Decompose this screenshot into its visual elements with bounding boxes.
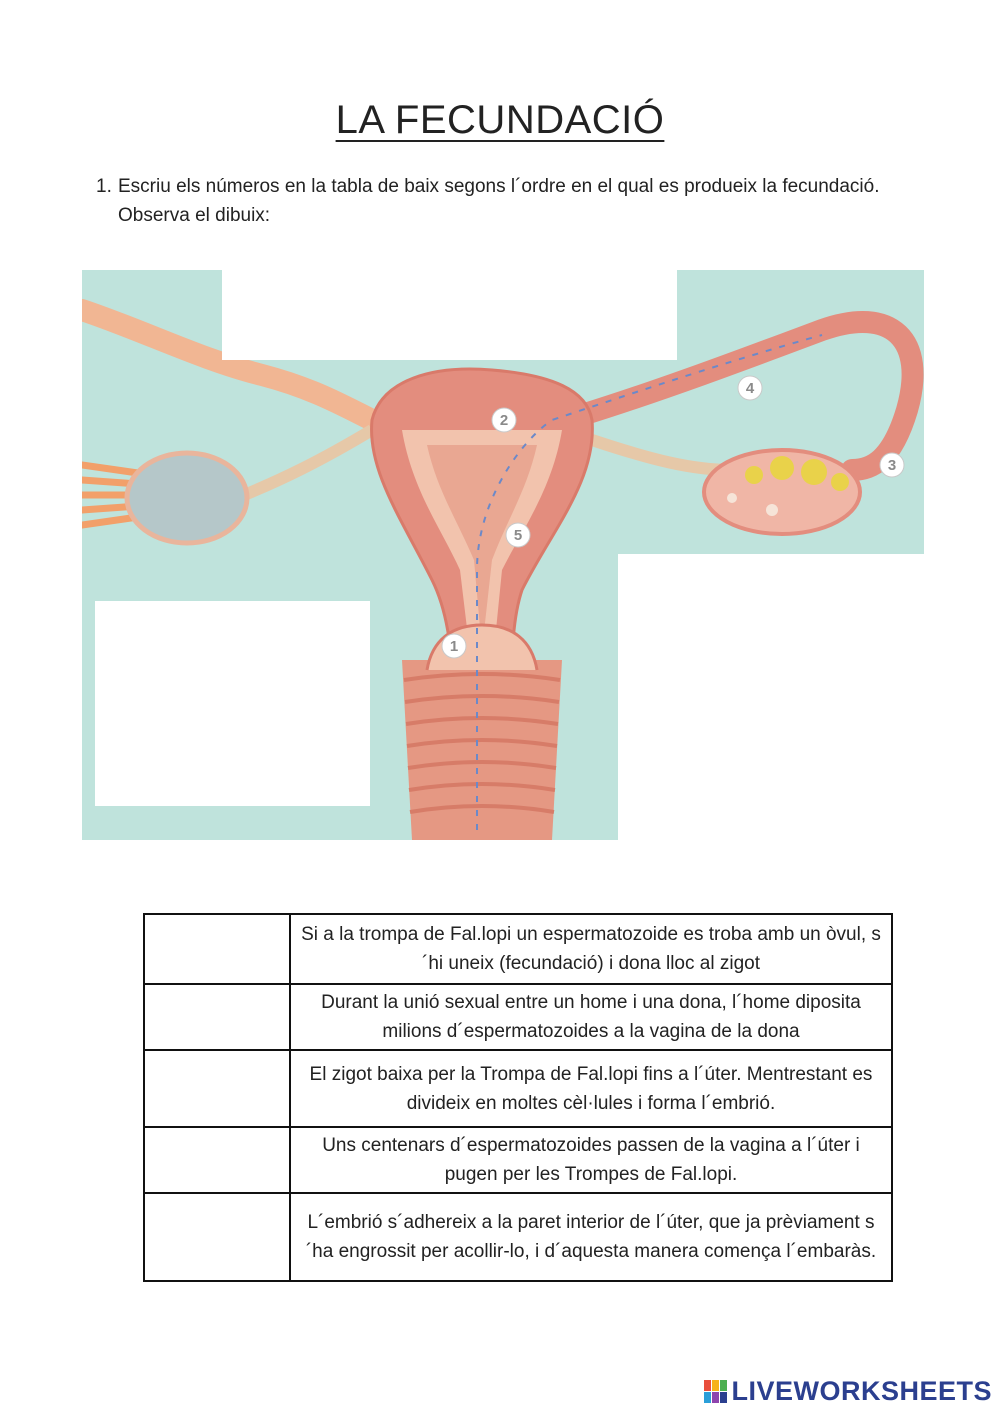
steps-table xyxy=(143,913,893,1282)
instruction-number: 1. xyxy=(96,176,112,197)
table-row xyxy=(144,1127,892,1193)
marker-3 xyxy=(880,453,904,477)
answer-cell[interactable] xyxy=(144,1127,290,1193)
table-row xyxy=(144,1050,892,1127)
table-row xyxy=(144,984,892,1050)
marker-1-label: 1 xyxy=(449,638,459,655)
answer-cell[interactable] xyxy=(144,984,290,1050)
answer-cell[interactable] xyxy=(144,1050,290,1127)
step-description: L´embrió s´adhereix a la paret interior de l´úter, que ja prèviament s´ha engrossit per acollir-lo, i d´aquesta manera comença l´embaràs. xyxy=(290,1193,892,1281)
marker-4 xyxy=(738,376,762,400)
answer-cell[interactable] xyxy=(144,914,290,984)
table-row xyxy=(144,914,892,984)
marker-4-label: 4 xyxy=(745,380,755,397)
brand-watermark xyxy=(704,1376,992,1407)
brand-name: LIVEWORKSHEETS xyxy=(731,1376,992,1406)
marker-5 xyxy=(506,523,530,547)
instruction-text: Escriu els números en la tabla de baix segons l´ordre en el qual es produeix la fecundació. Observa el dibuix: xyxy=(118,176,880,226)
answer-box-left[interactable] xyxy=(95,601,370,806)
table-row xyxy=(144,1193,892,1281)
marker-3-label: 3 xyxy=(887,457,897,474)
left-ovary xyxy=(127,453,247,543)
step-description: Si a la trompa de Fal.lopi un espermatozoide es troba amb un òvul, s´hi uneix (fecundació) i dona lloc al zigot xyxy=(290,914,892,984)
marker-2-label: 2 xyxy=(499,412,509,429)
answer-box-top[interactable] xyxy=(222,270,677,360)
marker-2 xyxy=(492,408,516,432)
answer-box-right[interactable] xyxy=(618,554,928,844)
page-title: LA FECUNDACIÓ xyxy=(335,98,665,142)
instruction xyxy=(96,172,896,230)
marker-1 xyxy=(442,634,466,658)
liveworksheets-logo-icon xyxy=(704,1380,728,1404)
answer-cell[interactable] xyxy=(144,1193,290,1281)
marker-5-label: 5 xyxy=(513,527,523,544)
step-description: Uns centenars d´espermatozoides passen de la vagina a l´úter i pugen per les Trompes de Fal.lopi. xyxy=(290,1127,892,1193)
step-description: El zigot baixa per la Trompa de Fal.lopi fins a l´úter. Mentrestant es divideix en moltes cèl·lules i forma l´embrió. xyxy=(290,1050,892,1127)
step-description: Durant la unió sexual entre un home i una dona, l´home diposita milions d´espermatozoides a la vagina de la dona xyxy=(290,984,892,1050)
vagina xyxy=(402,660,562,840)
